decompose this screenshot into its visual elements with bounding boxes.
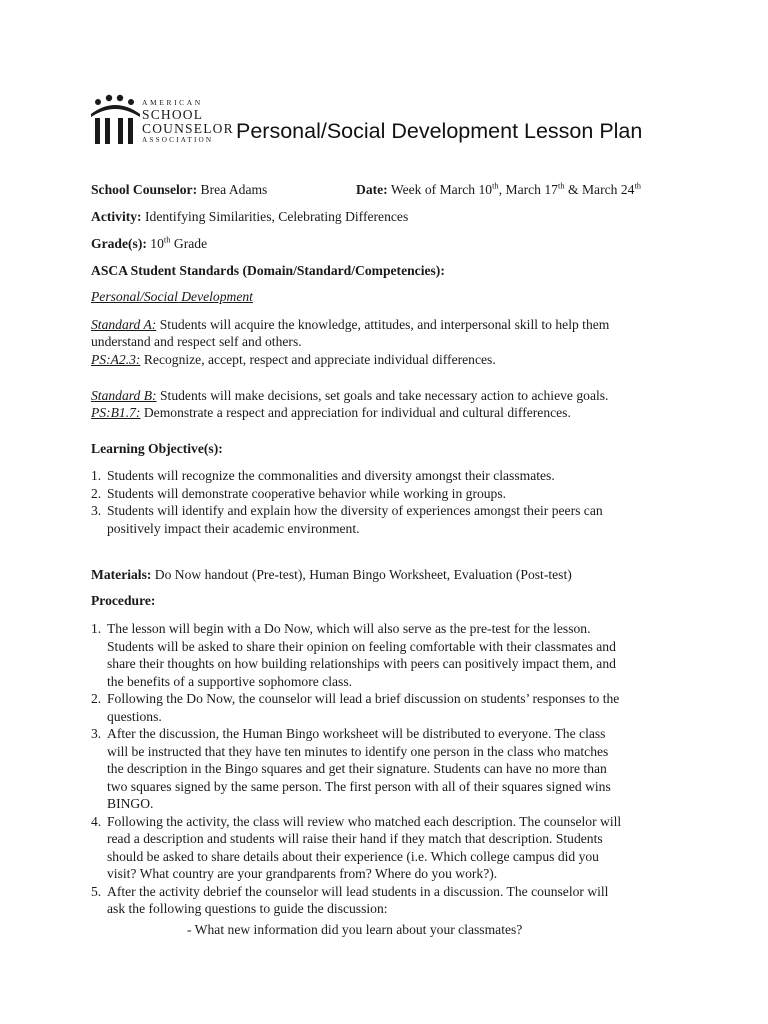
date-value: Week of March 10th, March 17th & March 24th bbox=[390, 180, 642, 197]
competency-a-label: PS:A2.3: bbox=[91, 352, 141, 367]
grades-label: Grade(s): bbox=[91, 236, 147, 251]
activity-line bbox=[91, 208, 408, 226]
grades-line bbox=[91, 235, 207, 253]
list-item: 1. The lesson will begin with a Do Now, which will also serve as the pre-test for the lesson. Students will be asked to share their opinion on feeling comfortable with their classmates and share their thoughts on how building relationships with peers can positively impact them, and the benefits of a supportive sophomore class. bbox=[91, 621, 616, 689]
competency-a bbox=[91, 351, 496, 369]
standard-a-label: Standard A: bbox=[91, 317, 157, 332]
logo-line-american: AMERICAN bbox=[142, 98, 203, 107]
logo-line-counselor: COUNSELOR bbox=[142, 121, 234, 136]
list-item: 2. Following the Do Now, the counselor will lead a brief discussion on students’ responses to the questions. bbox=[91, 691, 620, 724]
date-line bbox=[356, 181, 641, 199]
date-label: Date: bbox=[356, 182, 388, 197]
counselor-label: School Counselor: bbox=[91, 182, 198, 197]
competency-b bbox=[91, 404, 571, 422]
materials-line bbox=[91, 566, 572, 584]
standard-a-text: Students will acquire the knowledge, attitudes, and interpersonal skill to help them bbox=[156, 317, 610, 332]
counselor-name: Brea Adams bbox=[200, 182, 268, 197]
list-item: 3. After the discussion, the Human Bingo worksheet will be distributed to everyone. The class will be instructed that they have ten minutes to identify one person in the class who matches the description in the Bingo squares and get their signature. Students can have no more than two squares signed by the same person. The first person with all of their squares signed wins BINGO. bbox=[91, 726, 611, 811]
discussion-question: - What new information did you learn about your classmates? bbox=[187, 922, 523, 937]
activity-value: Identifying Similarities, Celebrating Differences bbox=[145, 209, 409, 224]
materials-value: Do Now handout (Pre-test), Human Bingo Worksheet, Evaluation (Post-test) bbox=[154, 567, 572, 582]
competency-b-text: Demonstrate a respect and appreciation for individual and cultural differences. bbox=[140, 405, 571, 420]
standard-b-text: Students will make decisions, set goals and take necessary action to achieve goals. bbox=[156, 388, 609, 403]
materials-label: Materials: bbox=[91, 567, 152, 582]
standard-a bbox=[91, 316, 609, 334]
document-title: Personal/Social Development Lesson Plan bbox=[236, 119, 643, 143]
standard-a-line2: understand and respect self and others. bbox=[91, 334, 302, 349]
grades-value: 10th Grade bbox=[150, 234, 208, 251]
counselor-line bbox=[91, 181, 267, 199]
competency-b-label: PS:B1.7: bbox=[91, 405, 141, 420]
asca-logo bbox=[90, 92, 234, 148]
asca-logo-icon bbox=[90, 92, 142, 148]
list-item: 1. Students will recognize the commonalities and diversity amongst their classmates. bbox=[91, 468, 555, 483]
list-item: 2. Students will demonstrate cooperative behavior while working in groups. bbox=[91, 485, 507, 501]
domain-label: Personal/Social Development bbox=[91, 289, 253, 304]
objectives-list bbox=[91, 467, 691, 537]
competency-a-text: Recognize, accept, respect and appreciate individual differences. bbox=[140, 352, 496, 367]
standard-b bbox=[91, 387, 608, 405]
procedure-list bbox=[91, 620, 691, 918]
standards-heading: ASCA Student Standards (Domain/Standard/Competencies): bbox=[91, 263, 445, 278]
logo-line-school: SCHOOL bbox=[142, 106, 204, 122]
activity-label: Activity: bbox=[91, 209, 142, 224]
logo-line-association: ASSOCIATION bbox=[142, 135, 214, 144]
logo-wordmark bbox=[142, 99, 234, 144]
header bbox=[90, 92, 730, 152]
list-item: 4. Following the activity, the class will review who matched each description. The counselor will read a description and students will raise their hand if they match that description. Students should be asked to share details about their experience (i.e. Which college campus did you visit? What country are your grandparents from? Where do you work?). bbox=[91, 813, 622, 881]
list-item: 5. After the activity debrief the counselor will lead students in a discussion. The counselor will ask the following questions to guide the discussion: bbox=[91, 883, 609, 916]
standard-b-label: Standard B: bbox=[91, 388, 157, 403]
objectives-heading: Learning Objective(s): bbox=[91, 441, 223, 456]
procedure-heading: Procedure: bbox=[91, 593, 156, 608]
list-item: 3. Students will identify and explain how the diversity of experiences amongst their peers can positively impact their academic environment. bbox=[91, 503, 603, 536]
